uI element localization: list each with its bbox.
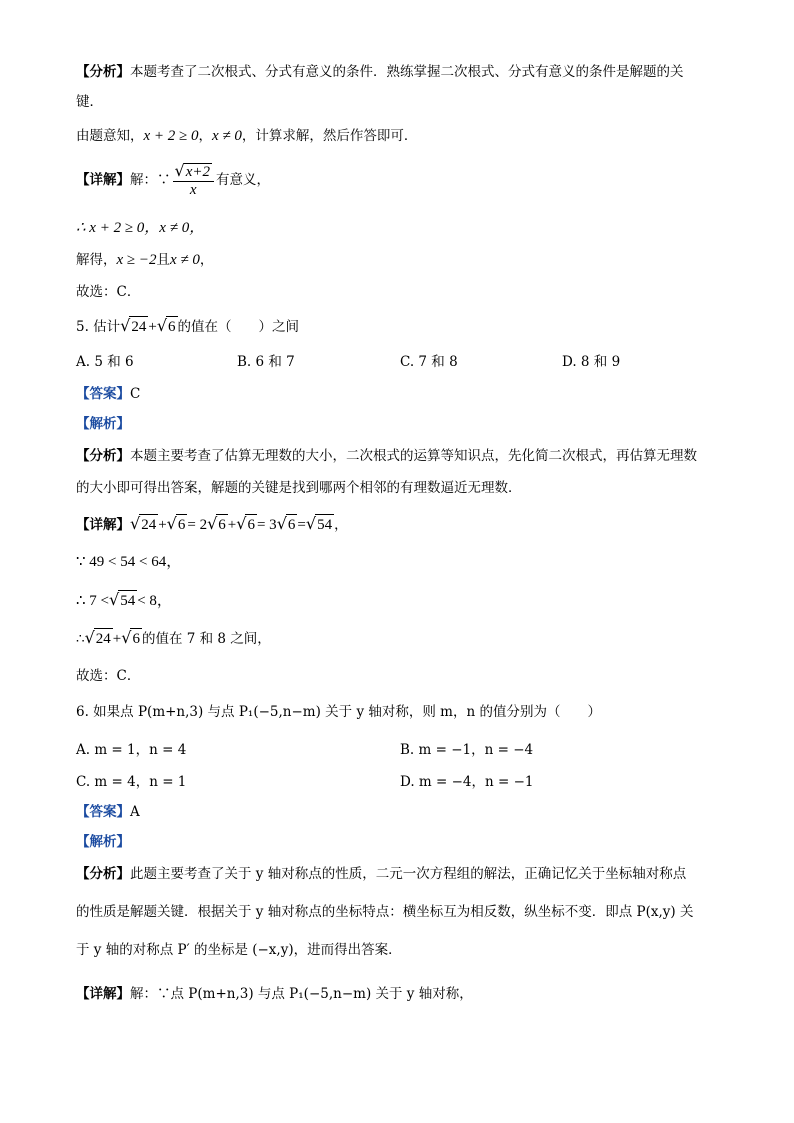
q4-detail-intro: 解：∵	[130, 172, 171, 188]
comma: ，	[334, 517, 348, 533]
analysis-tag: 【分析】	[76, 448, 130, 464]
q4-step-2-comma: ，	[199, 252, 214, 268]
q6-option-b: B. m = −1，n = −4	[400, 742, 534, 758]
radicand: 24	[94, 628, 113, 649]
radicand: 6	[286, 514, 298, 535]
q4-step-1-text: ∴ x + 2 ≥ 0，x ≠ 0，	[76, 220, 205, 236]
op: +	[158, 517, 167, 533]
radicand: 6	[176, 514, 188, 535]
q5-analysis-line-1	[76, 446, 697, 466]
q4-comma: ，	[198, 128, 213, 144]
q4-condition-1: x + 2 ≥ 0	[143, 128, 199, 144]
q5-radicand-1: 24	[129, 316, 148, 337]
q5-plus: +	[148, 319, 157, 335]
q6-detail-text: 解：∵点 P(m+n,3) 与点 P₁(−5,n−m) 关于 y 轴对称，	[130, 986, 473, 1002]
q5-therefore-2-a: ∴	[76, 631, 85, 647]
q4-detail-tail: 有意义，	[215, 172, 270, 188]
q6-analysis-text-2: 的性质是解题关键．根据关于 y 轴对称点的坐标特点：横坐标互为相反数，纵坐标不变．即点 P(x,y) 关	[76, 904, 694, 920]
q4-condition-intro: 由题意知，	[76, 128, 144, 144]
q5-analysis-text-2: 的大小即可得出答案，解题的关键是找到哪两个相邻的有理数逼近无理数．	[76, 480, 522, 496]
q5-since	[76, 552, 181, 572]
q6-analysis-text-3: 于 y 轴的对称点 P′ 的坐标是 (−x,y)，进而得出答案．	[76, 942, 402, 958]
radicand: 6	[245, 514, 257, 535]
q4-step-2	[76, 250, 213, 270]
op: = 2	[187, 517, 208, 533]
op: =	[297, 517, 306, 533]
jiexi-tag: 【解析】	[76, 834, 130, 850]
q6-analysis-line-3	[76, 940, 402, 960]
q5-option-d: D. 8 和 9	[562, 354, 621, 370]
q6-option-a: A. m = 1，n = 4	[76, 742, 187, 758]
radicand: 6	[216, 514, 228, 535]
q4-analysis-text-2: 键．	[76, 94, 103, 110]
q4-choice-text: 故选：C．	[76, 284, 141, 300]
q6-option-c: C. m = 4，n = 1	[76, 774, 187, 790]
q4-analysis-line-2	[76, 92, 103, 112]
detail-tag: 【详解】	[76, 986, 130, 1002]
q5-option-c: C. 7 和 8	[400, 354, 458, 370]
q6-analysis-line-2	[76, 902, 693, 922]
radicand: 24	[139, 514, 158, 535]
q4-fraction	[173, 162, 214, 199]
radicand: 6	[130, 628, 142, 649]
detail-tag: 【详解】	[76, 172, 130, 188]
q5-answer	[76, 384, 140, 404]
q6-jiexi	[76, 832, 130, 852]
q5-radicand-2: 6	[166, 316, 178, 337]
q4-condition-tail: ，计算求解，然后作答即可．	[241, 128, 418, 144]
radicand: 54	[118, 590, 137, 611]
q6-detail	[76, 984, 473, 1004]
q4-step-2-intro: 解得，	[76, 252, 117, 268]
op: +	[112, 631, 122, 647]
q5-stem-tail: 的值在（ ）之间	[177, 319, 300, 335]
analysis-tag: 【分析】	[76, 866, 130, 882]
q5-therefore-2: ∴√24 +√6 的值在 7 和 8 之间，	[76, 628, 271, 647]
q5-since-text: ∵ 49 < 54 < 64，	[76, 554, 182, 570]
q4-step-2-and: 且	[156, 252, 171, 268]
op: +	[227, 517, 237, 533]
answer-tag: 【答案】	[76, 804, 130, 820]
q4-detail-line	[76, 162, 270, 199]
radical-sign: √	[120, 316, 131, 335]
q5-therefore-1-a: ∴ 7 <	[76, 593, 110, 609]
q5-analysis-line-2	[76, 478, 522, 498]
q5-therefore-2-tail: 的值在 7 和 8 之间，	[141, 631, 271, 647]
q5-stem-intro: 5. 估计	[76, 319, 121, 335]
q4-radicand: x+2	[185, 164, 210, 180]
analysis-tag: 【分析】	[76, 64, 130, 80]
q4-analysis-line-1	[76, 62, 684, 82]
q5-option-b: B. 6 和 7	[237, 354, 295, 370]
q5-answer-value: C	[130, 386, 141, 402]
q4-step-1	[76, 218, 204, 238]
q6-analysis-line-1	[76, 864, 686, 884]
q6-answer	[76, 802, 140, 822]
q4-choice	[76, 282, 140, 302]
answer-tag: 【答案】	[76, 386, 130, 402]
q4-step-2-ineq: x ≥ −2	[116, 252, 157, 268]
q6-option-d: D. m = −4，n = −1	[400, 774, 534, 790]
q6-analysis-text-1: 此题主要考查了关于 y 轴对称点的性质，二元一次方程组的解法，正确记忆关于坐标轴对称点	[130, 866, 687, 882]
q4-condition-line	[76, 126, 417, 146]
q6-answer-value: A	[130, 804, 140, 820]
q6-stem-text: 6. 如果点 P(m+n,3) 与点 P₁(−5,n−m) 关于 y 轴对称，则 m，n 的值分别为（ ）	[76, 704, 601, 720]
q5-therefore-1-c: < 8，	[137, 593, 172, 609]
q6-stem	[76, 702, 601, 722]
q5-stem	[76, 316, 299, 337]
q5-option-a: A. 5 和 6	[76, 354, 134, 370]
q5-choice	[76, 666, 140, 686]
q4-analysis-text-1: 本题考查了二次根式、分式有意义的条件．熟练掌握二次根式、分式有意义的条件是解题的关	[130, 64, 684, 80]
q4-step-2-neq: x ≠ 0	[170, 252, 200, 268]
q5-choice-text: 故选：C．	[76, 668, 141, 684]
op: = 3	[256, 517, 277, 533]
radicand: 54	[315, 514, 334, 535]
q5-jiexi	[76, 414, 130, 434]
q4-fraction-denominator: x	[189, 182, 197, 198]
q5-detail-equation: 【详解】√24 +√6 = 2√6 +√6 = 3√6 =√54 ，	[76, 514, 348, 533]
q4-condition-2: x ≠ 0	[212, 128, 242, 144]
radical-sign: √	[174, 161, 185, 180]
q4-fraction-numerator	[173, 162, 214, 182]
q5-analysis-text-1: 本题主要考查了估算无理数的大小，二次根式的运算等知识点，先化简二次根式，再估算无理数	[130, 448, 697, 464]
detail-tag: 【详解】	[76, 517, 130, 533]
radical-sign: √	[156, 316, 168, 335]
q5-therefore-1: ∴ 7 <√54 < 8，	[76, 590, 172, 609]
jiexi-tag: 【解析】	[76, 416, 130, 432]
